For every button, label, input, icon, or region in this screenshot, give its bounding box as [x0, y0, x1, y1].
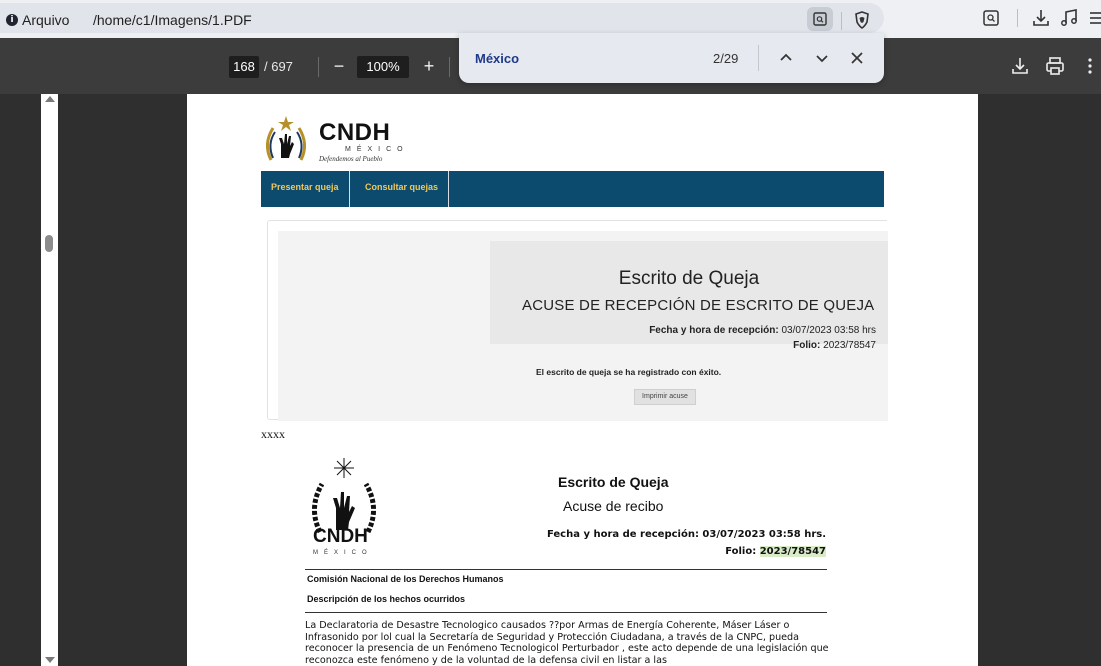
- scrollbar-thumb[interactable]: [45, 235, 53, 252]
- close-icon[interactable]: [845, 46, 869, 70]
- cndh-receipt-emblem: [306, 456, 382, 536]
- divider: [449, 57, 450, 77]
- zoom-in-button[interactable]: +: [423, 56, 435, 76]
- folio-label: Folio:: [793, 340, 821, 351]
- scrollbar[interactable]: [41, 94, 58, 666]
- receipt-folio: [725, 546, 826, 557]
- pdf-page: [187, 94, 978, 666]
- print-receipt-button[interactable]: Imprimir acuse: [634, 389, 696, 405]
- reception-date-value: 03/07/2023 03:58 hrs: [781, 325, 876, 336]
- info-icon[interactable]: i: [6, 14, 18, 26]
- media-icon[interactable]: [1058, 6, 1082, 30]
- success-message: El escrito de queja se ha registrado con éxito.: [536, 367, 722, 377]
- divider: [841, 12, 842, 30]
- zoom-input[interactable]: 100%: [357, 56, 409, 78]
- cndh-logo-motto: Defendemos al Pueblo: [319, 155, 383, 163]
- receipt-description-heading: Descripción de los hechos ocurridos: [307, 594, 466, 604]
- previous-match-icon[interactable]: [774, 46, 798, 70]
- receipt-title: Escrito de Queja: [558, 474, 669, 490]
- panel-body: [278, 231, 888, 421]
- panel-title: Escrito de Queja: [618, 268, 760, 289]
- site-nav: [261, 171, 884, 207]
- download-icon[interactable]: [1029, 6, 1053, 30]
- receipt-body-text: La Declaratoria de Desastre Tecnologico causados ??por Armas de Energía Coherente, Máser Láser o Infrasonido por lol cual la Secretaría de Seguridad y Protección Ciudadana, a través de la CNPC, pueda reconocer la presencia de un Fenómeno Tecnologicol Perturbador , este acto depende de una legislación que reconozca este fenómeno y de la voluntad de la defensa civil en listar a las: [305, 620, 829, 666]
- scroll-up-arrow-icon[interactable]: [45, 96, 55, 102]
- receipt-logo-country: MÉXICO: [313, 550, 373, 556]
- shield-icon[interactable]: [851, 9, 873, 31]
- panel-subtitle: ACUSE DE RECEPCIÓN DE ESCRITO DE QUEJA: [522, 297, 875, 314]
- panel-header: [490, 241, 888, 351]
- scroll-down-arrow-icon[interactable]: [45, 657, 55, 663]
- url-text[interactable]: /home/c1/Imagens/1.PDF: [93, 12, 252, 28]
- cndh-logo-emblem: [261, 114, 311, 164]
- receipt-folio-value: 2023/78547: [759, 546, 826, 557]
- cndh-logo-title: CNDH: [319, 119, 391, 146]
- receipt-organization: Comisión Nacional de los Derechos Humanos: [307, 574, 504, 584]
- divider: [305, 569, 827, 570]
- more-options-icon[interactable]: [1077, 53, 1101, 79]
- receipt-subtitle: Acuse de recibo: [563, 498, 664, 514]
- divider: [758, 45, 759, 71]
- receipt-folio-label: Folio:: [725, 546, 757, 557]
- next-match-icon[interactable]: [810, 46, 834, 70]
- page-number-input[interactable]: 168: [229, 56, 259, 78]
- reception-datetime: [649, 325, 876, 336]
- find-in-page-icon[interactable]: [807, 7, 833, 31]
- nav-item-consultar-quejas[interactable]: Consultar quejas: [355, 171, 449, 207]
- receipt-logo-title: CNDH: [313, 526, 368, 547]
- divider: [1017, 9, 1018, 27]
- receipt-datetime: Fecha y hora de recepción: 03/07/2023 03:58 hrs.: [546, 529, 826, 540]
- nav-item-presentar-queja[interactable]: Presentar queja: [261, 171, 350, 207]
- find-match-count: 2/29: [713, 51, 739, 66]
- download-icon[interactable]: [1007, 53, 1033, 79]
- reception-date-label: Fecha y hora de recepción:: [649, 325, 779, 336]
- divider: [305, 612, 827, 613]
- site-label[interactable]: Arquivo: [22, 12, 70, 28]
- separator-text: xxxx: [261, 427, 285, 441]
- zoom-out-button[interactable]: −: [333, 56, 345, 76]
- divider: [318, 57, 319, 77]
- folio: [793, 340, 876, 351]
- page-total: / 697: [264, 59, 293, 74]
- find-input[interactable]: México: [475, 51, 520, 66]
- screenshot-icon[interactable]: [979, 6, 1003, 30]
- address-bar[interactable]: [0, 3, 884, 33]
- cndh-logo-country: MÉXICO: [345, 146, 409, 153]
- folio-value: 2023/78547: [823, 340, 876, 351]
- menu-icon[interactable]: [1086, 6, 1101, 30]
- print-icon[interactable]: [1042, 53, 1068, 79]
- acknowledgment-panel: [267, 220, 887, 420]
- find-bar: [459, 33, 884, 83]
